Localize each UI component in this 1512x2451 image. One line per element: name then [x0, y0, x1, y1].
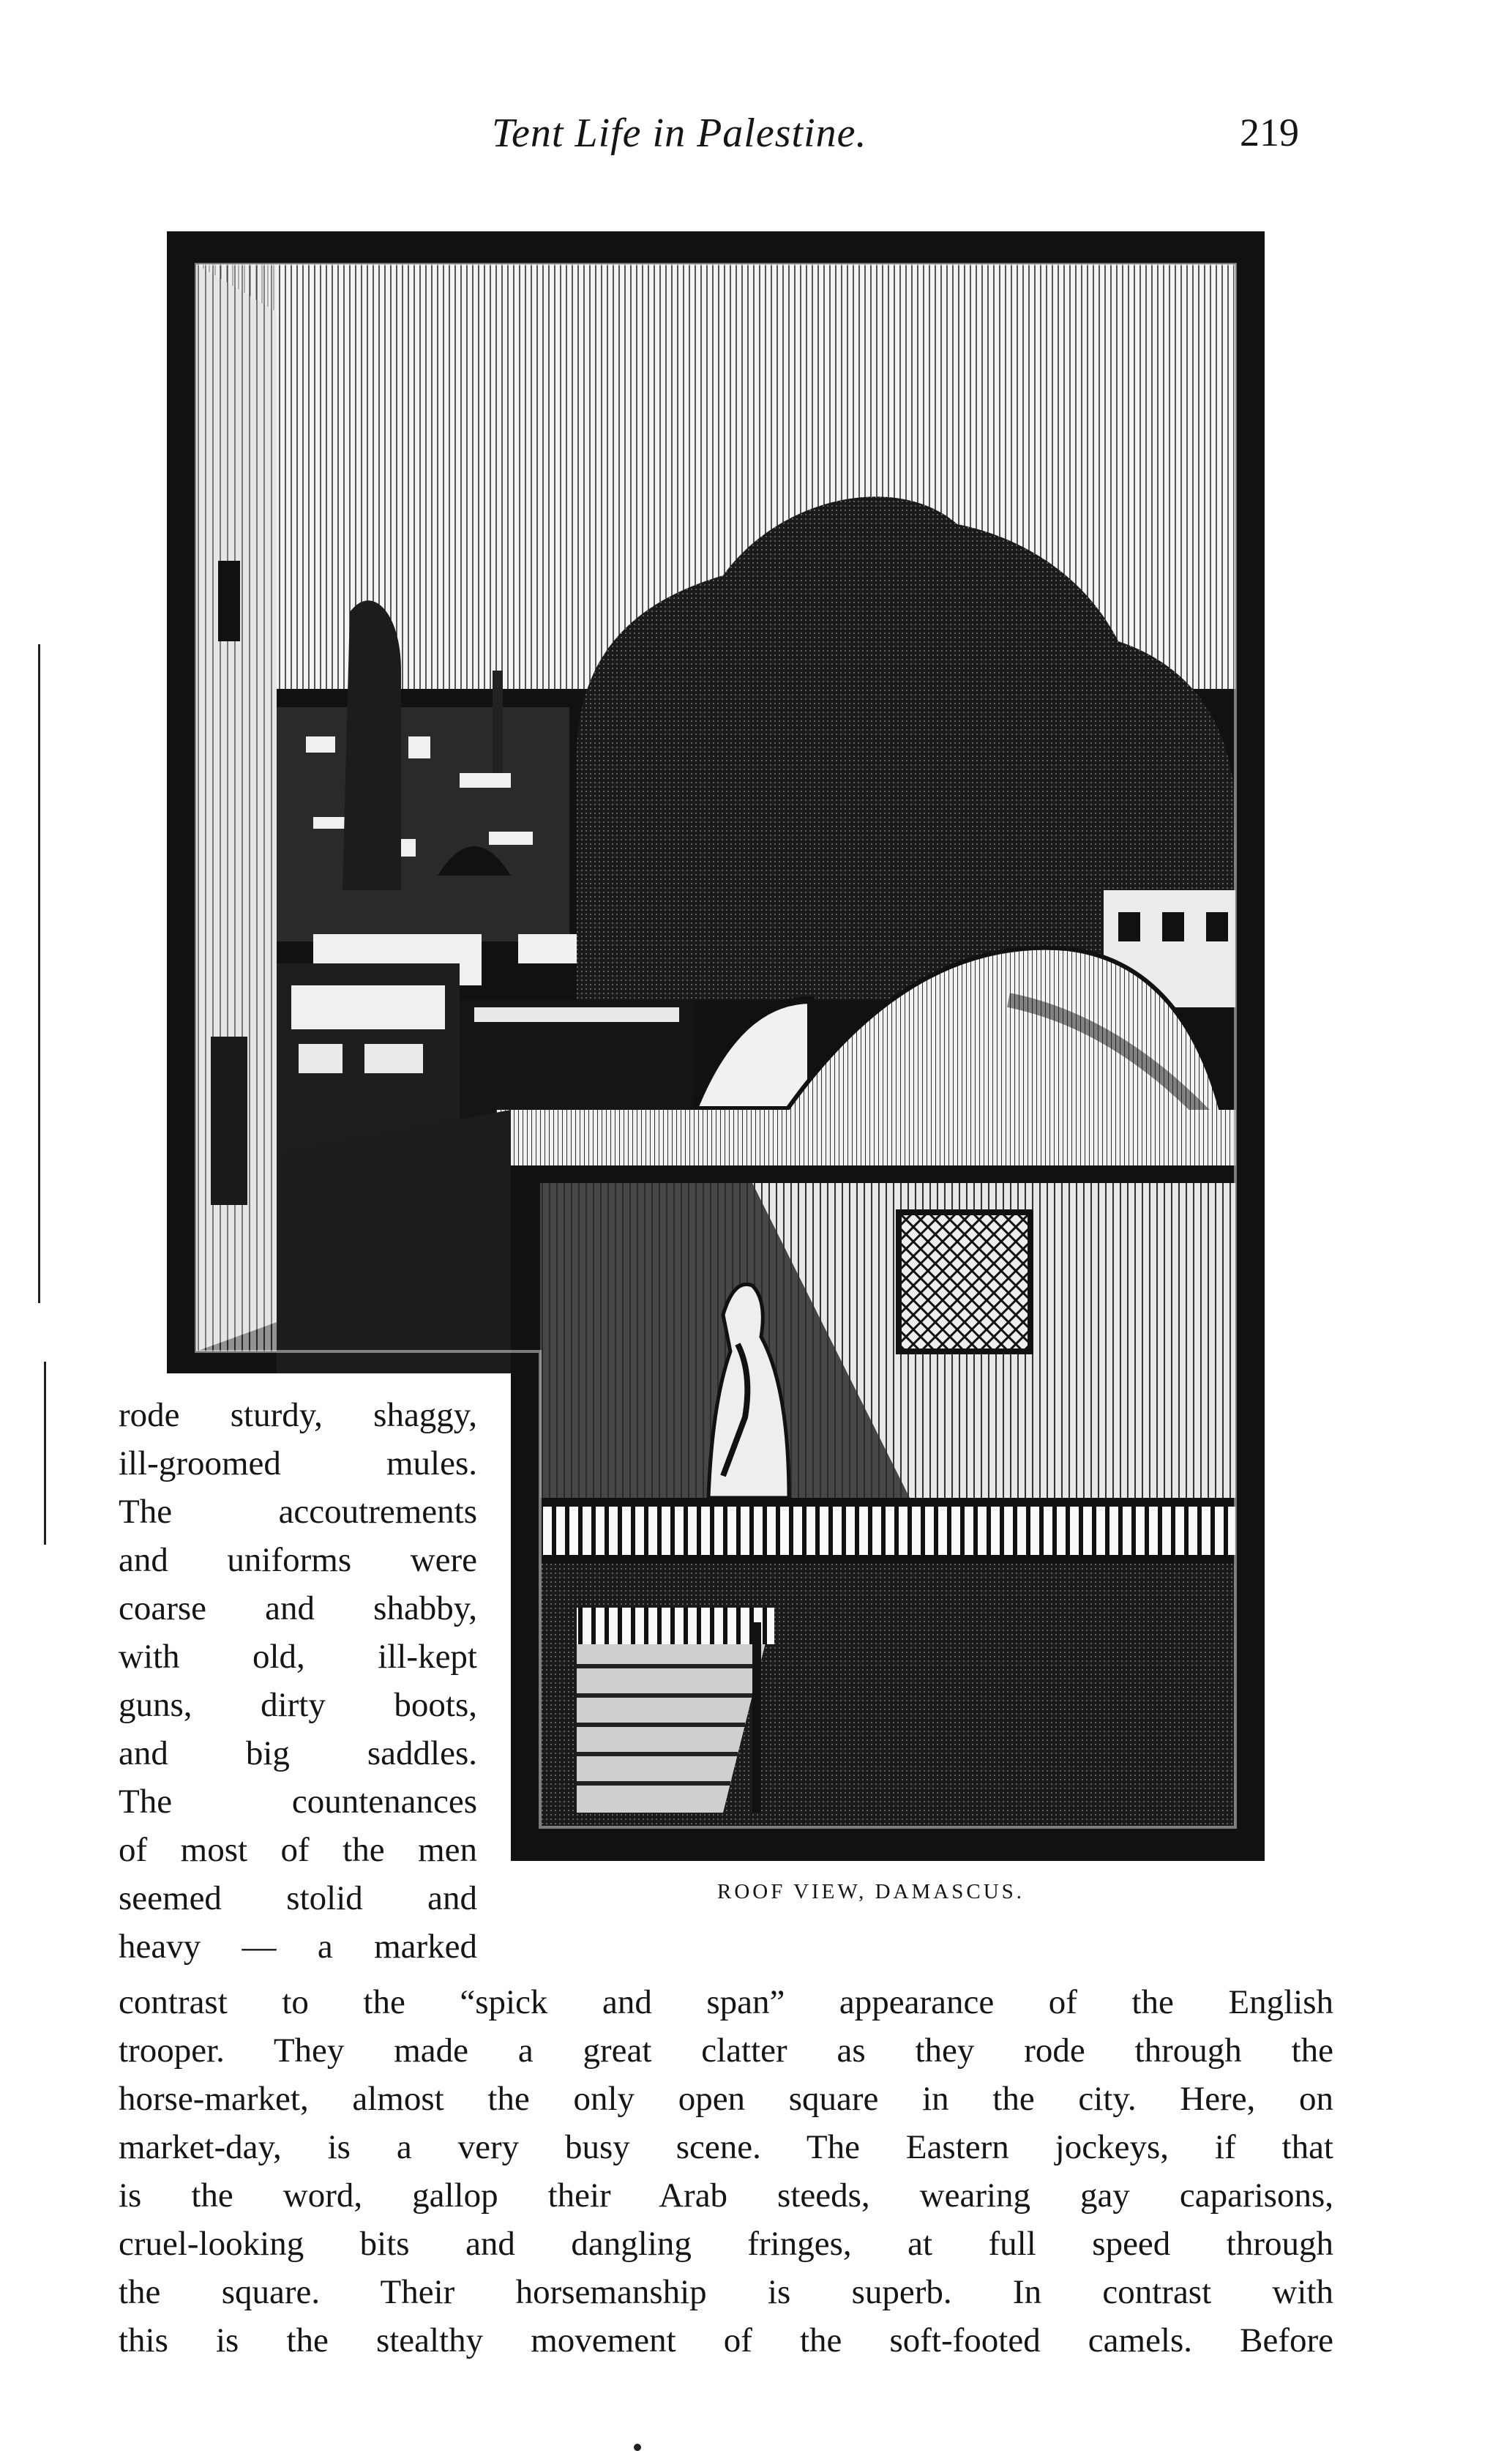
running-title: Tent Life in Palestine.: [492, 111, 867, 156]
text-line: trooper. They made a great clatter as they rode through the: [119, 2032, 1333, 2070]
text-line: with old, ill-kept: [119, 1638, 477, 1676]
text-line: coarse and shabby,: [119, 1589, 477, 1627]
text-line: rode sturdy, shaggy,: [119, 1396, 477, 1434]
text-line: horse-market, almost the only open square in the city. Here, on: [119, 2080, 1333, 2118]
text-line: guns, dirty boots,: [119, 1686, 477, 1724]
text-line: market-day, is a very busy scene. The Eastern jockeys, if that: [119, 2128, 1333, 2166]
figure-caption: ROOF VIEW, DAMASCUS.: [717, 1880, 1025, 1903]
text-line: contrast to the “spick and span” appearance of the English: [119, 1983, 1333, 2021]
body-text: [119, 1978, 1333, 2365]
text-line: cruel-looking bits and dangling fringes, at full speed through: [119, 2225, 1333, 2263]
margin-mark: [38, 644, 40, 1303]
text-line: this is the stealthy movement of the soft-footed camels. Before: [119, 2321, 1333, 2359]
text-line: is the word, gallop their Arab steeds, wearing gay caparisons,: [119, 2176, 1333, 2215]
running-head: [0, 110, 1512, 161]
text-line: the square. Their horsemanship is superb. In contrast with: [119, 2273, 1333, 2311]
page-number: 219: [1240, 111, 1299, 154]
text-line: seemed stolid and: [119, 1879, 477, 1917]
text-line: heavy — a marked: [119, 1928, 477, 1966]
margin-mark: [44, 1362, 46, 1545]
text-line: and big saddles.: [119, 1734, 477, 1772]
text-line: of most of the men: [119, 1831, 477, 1869]
text-line: The countenances: [119, 1783, 477, 1821]
scan-speck: [634, 2444, 641, 2451]
text-line: The accoutrements: [119, 1493, 477, 1531]
text-line: ill-groomed mules.: [119, 1444, 477, 1482]
text-line: and uniforms were: [119, 1541, 477, 1579]
side-text-column: [119, 1391, 477, 1971]
